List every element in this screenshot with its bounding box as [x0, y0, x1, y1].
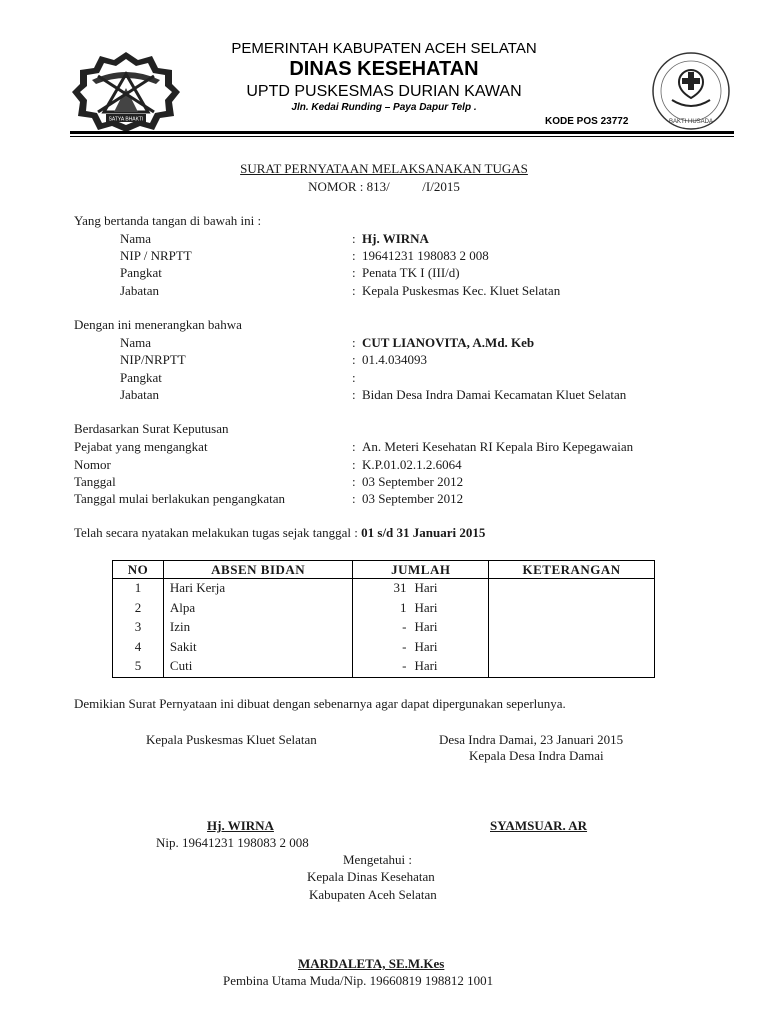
- table-header: KETERANGAN: [489, 561, 655, 579]
- row-no: 5: [113, 657, 164, 677]
- row-item: Cuti: [163, 657, 353, 677]
- section2-colon: :: [352, 387, 356, 402]
- row-unit: Hari: [414, 658, 438, 674]
- section1-label: Pangkat: [120, 265, 162, 280]
- document-number: NOMOR : 813/ /I/2015: [308, 179, 460, 194]
- section1-value: Penata TK I (III/d): [362, 265, 460, 280]
- row-unit: Hari: [414, 599, 438, 615]
- section1-intro: Yang bertanda tangan di bawah ini :: [74, 213, 262, 228]
- row-note: [489, 638, 655, 658]
- section1-colon: :: [352, 248, 356, 263]
- table-header: ABSEN BIDAN: [163, 561, 353, 579]
- section2-colon: :: [352, 352, 356, 367]
- section1-label: Jabatan: [120, 283, 159, 298]
- left-signer-title: Kepala Puskesmas Kluet Selatan: [146, 732, 317, 747]
- table-row: [113, 657, 655, 677]
- table-row: [113, 638, 655, 658]
- table-row: [113, 579, 655, 599]
- left-emblem-logo: [70, 50, 182, 132]
- row-no: 2: [113, 599, 164, 619]
- table-row: [113, 618, 655, 638]
- row-note: [489, 599, 655, 619]
- kop-line-government: PEMERINTAH KABUPATEN ACEH SELATAN: [231, 40, 537, 57]
- section1-value: 19641231 198083 2 008: [362, 248, 489, 263]
- section1-colon: :: [352, 231, 356, 246]
- svg-text:SATYA BHAKTI: SATYA BHAKTI: [108, 116, 144, 123]
- section1-label: Nama: [120, 231, 152, 246]
- attendance-table: [112, 560, 655, 678]
- section3-label: Nomor: [74, 457, 111, 472]
- row-note: [489, 618, 655, 638]
- section3-label: Tanggal: [74, 474, 116, 489]
- row-count-value: -: [402, 638, 407, 654]
- row-item: Izin: [163, 618, 353, 638]
- section2-intro: Dengan ini menerangkan bahwa: [74, 317, 242, 332]
- row-unit: Hari: [414, 638, 438, 654]
- acknowledger-title-1: Kepala Dinas Kesehatan: [307, 869, 435, 884]
- row-count: [353, 657, 489, 677]
- duty-period: 01 s/d 31 Januari 2015: [361, 525, 486, 540]
- row-no: 4: [113, 638, 164, 658]
- section2-label: NIP/NRPTT: [120, 352, 186, 367]
- section1-value: Kepala Puskesmas Kec. Kluet Selatan: [362, 283, 561, 298]
- section3-value: 03 September 2012: [362, 491, 464, 506]
- right-bakti-husada-logo: [650, 50, 732, 132]
- svg-text:BAKTI HUSADA: BAKTI HUSADA: [668, 119, 714, 125]
- duty-statement-text: Telah secara nyatakan melakukan tugas sejak tanggal :: [74, 525, 358, 540]
- row-count-value: 31: [393, 580, 407, 595]
- acknowledger-name: MARDALETA, SE.M.Kes: [298, 956, 445, 971]
- section3-value: 03 September 2012: [362, 474, 464, 489]
- row-unit: Hari: [414, 580, 438, 595]
- table-header: JUMLAH: [353, 561, 489, 579]
- row-no: 1: [113, 579, 164, 599]
- right-signer-title: Kepala Desa Indra Damai: [469, 748, 604, 763]
- row-count-value: -: [402, 658, 407, 674]
- row-item: Alpa: [163, 599, 353, 619]
- row-item: Hari Kerja: [163, 579, 353, 599]
- section2-value: CUT LIANOVITA, A.Md. Keb: [362, 335, 535, 350]
- row-item: Sakit: [163, 638, 353, 658]
- table-row: [113, 599, 655, 619]
- section1-label: NIP / NRPTT: [120, 248, 192, 263]
- section3-intro: Berdasarkan Surat Keputusan: [74, 421, 229, 436]
- section2-value: 01.4.034093: [362, 352, 427, 367]
- section3-colon: :: [352, 491, 356, 506]
- section2-value: Bidan Desa Indra Damai Kecamatan Kluet Selatan: [362, 387, 627, 402]
- table-header-row: [113, 561, 655, 579]
- document-title: SURAT PERNYATAAN MELAKSANAKAN TUGAS: [240, 161, 528, 176]
- row-note: [489, 657, 655, 677]
- section3-value: An. Meteri Kesehatan RI Kepala Biro Kepegawaian: [362, 439, 634, 454]
- row-count-value: 1: [399, 599, 407, 615]
- kop-line-unit: UPTD PUSKESMAS DURIAN KAWAN: [246, 83, 522, 100]
- row-count: [353, 599, 489, 619]
- section1-colon: :: [352, 283, 356, 298]
- acknowledger-nip: Pembina Utama Muda/Nip. 19660819 198812 1001: [223, 973, 494, 988]
- row-note: [489, 579, 655, 599]
- section3-colon: :: [352, 474, 356, 489]
- section1-value: Hj. WIRNA: [362, 231, 429, 246]
- section3-colon: :: [352, 439, 356, 454]
- table-header: NO: [113, 561, 164, 579]
- acknowledged-label: Mengetahui :: [343, 852, 412, 867]
- section1-colon: :: [352, 265, 356, 280]
- closing-sentence: Demikian Surat Pernyataan ini dibuat dengan sebenarnya agar dapat dipergunakan seperlunya.: [74, 696, 566, 711]
- section3-value: K.P.01.02.1.2.6064: [362, 457, 462, 472]
- place-date: Desa Indra Damai, 23 Januari 2015: [439, 732, 624, 747]
- row-count: [353, 579, 489, 599]
- section2-label: Pangkat: [120, 370, 162, 385]
- kop-line-agency: DINAS KESEHATAN: [289, 58, 479, 80]
- section3-label: Tanggal mulai berlakukan pengangkatan: [74, 491, 285, 506]
- section2-label: Jabatan: [120, 387, 159, 402]
- kop-divider-thin: [70, 136, 734, 137]
- kop-address: Jln. Kedai Runding – Paya Dapur Telp .: [291, 102, 477, 113]
- duty-statement: [74, 525, 485, 541]
- section3-colon: :: [352, 457, 356, 472]
- acknowledger-title-2: Kabupaten Aceh Selatan: [309, 887, 437, 902]
- kop-divider: [70, 131, 734, 134]
- section3-label: Pejabat yang mengangkat: [74, 439, 208, 454]
- row-no: 3: [113, 618, 164, 638]
- kop-postal-code: KODE POS 23772: [545, 116, 629, 127]
- left-signer-nip: Nip. 19641231 198083 2 008: [156, 835, 309, 850]
- table-spacer-row: [113, 677, 655, 678]
- section2-label: Nama: [120, 335, 152, 350]
- row-count: [353, 638, 489, 658]
- section2-colon: :: [352, 335, 356, 350]
- row-count-value: -: [402, 619, 407, 635]
- row-unit: Hari: [414, 619, 438, 635]
- left-signer-name: Hj. WIRNA: [207, 818, 274, 833]
- right-signer-name: SYAMSUAR. AR: [490, 818, 588, 833]
- row-count: [353, 618, 489, 638]
- section2-colon: :: [352, 370, 356, 385]
